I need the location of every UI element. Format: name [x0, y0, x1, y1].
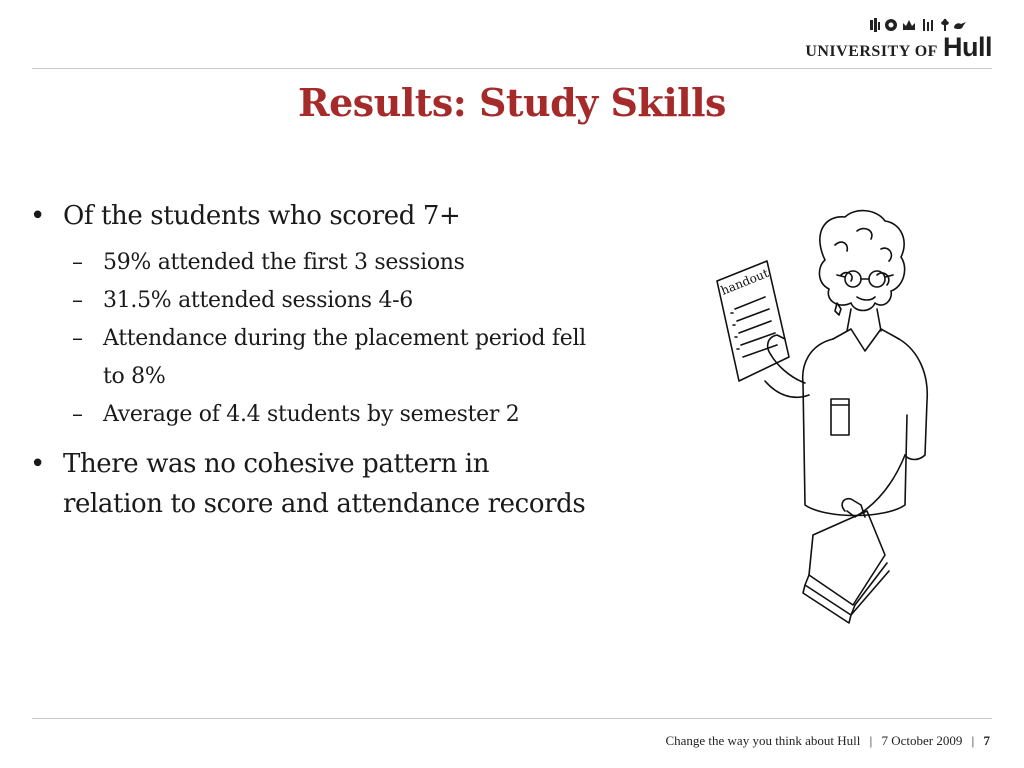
footer-separator: |	[971, 733, 975, 748]
sub-bullet-item	[72, 282, 590, 320]
footer-date: 7 October 2009	[881, 733, 963, 748]
header-divider	[32, 68, 992, 69]
sub-bullet-text: 59% attended the first 3 sessions	[103, 250, 465, 275]
logo-name: Hull	[943, 32, 992, 62]
sub-bullet-item	[72, 244, 590, 282]
bullet-item	[30, 196, 590, 236]
sub-bullet-text: 31.5% attended sessions 4-6	[103, 288, 413, 313]
footer-tagline: Change the way you think about Hull	[665, 733, 861, 748]
bullet-text: Of the students who scored 7+	[63, 201, 461, 231]
sub-bullet-text: Attendance during the placement period fell to 8%	[103, 326, 586, 389]
footer-divider	[32, 718, 992, 719]
bullet-marker: •	[30, 449, 45, 479]
sub-bullet-item	[72, 320, 590, 396]
bullet-text: There was no cohesive pattern in relation to score and attendance records	[63, 449, 586, 519]
glasses-left	[845, 271, 861, 287]
glasses-right	[869, 271, 885, 287]
dash-marker: –	[72, 288, 83, 313]
logo-prefix: UNIVERSITY OF	[805, 43, 938, 60]
shirt-body	[803, 339, 907, 516]
footer-separator: |	[869, 733, 873, 748]
collar	[833, 329, 899, 351]
bullet-marker: •	[30, 201, 45, 231]
bullet-item	[30, 444, 590, 524]
hair	[819, 211, 904, 311]
raised-arm	[771, 355, 805, 383]
footer	[665, 733, 990, 749]
sub-bullet-list	[72, 244, 590, 434]
dash-marker: –	[72, 326, 83, 351]
sleeve-right	[899, 339, 927, 460]
sub-bullet-text: Average of 4.4 students by semester 2	[103, 402, 520, 427]
sub-bullet-item	[72, 396, 590, 434]
teacher-with-handout-illustration	[705, 205, 955, 625]
slide-title: Results: Study Skills	[298, 80, 726, 125]
logo-wordmark	[805, 32, 992, 63]
slide-body	[30, 196, 590, 532]
dash-marker: –	[72, 402, 83, 427]
page-number: 7	[983, 733, 990, 748]
pocket	[831, 399, 849, 435]
university-logo	[798, 16, 994, 60]
lower-arm	[847, 455, 905, 517]
paper-stack	[803, 511, 889, 623]
handout-label: handout	[718, 266, 771, 298]
handout-paper	[717, 261, 789, 381]
neck	[847, 309, 881, 331]
dash-marker: –	[72, 250, 83, 275]
